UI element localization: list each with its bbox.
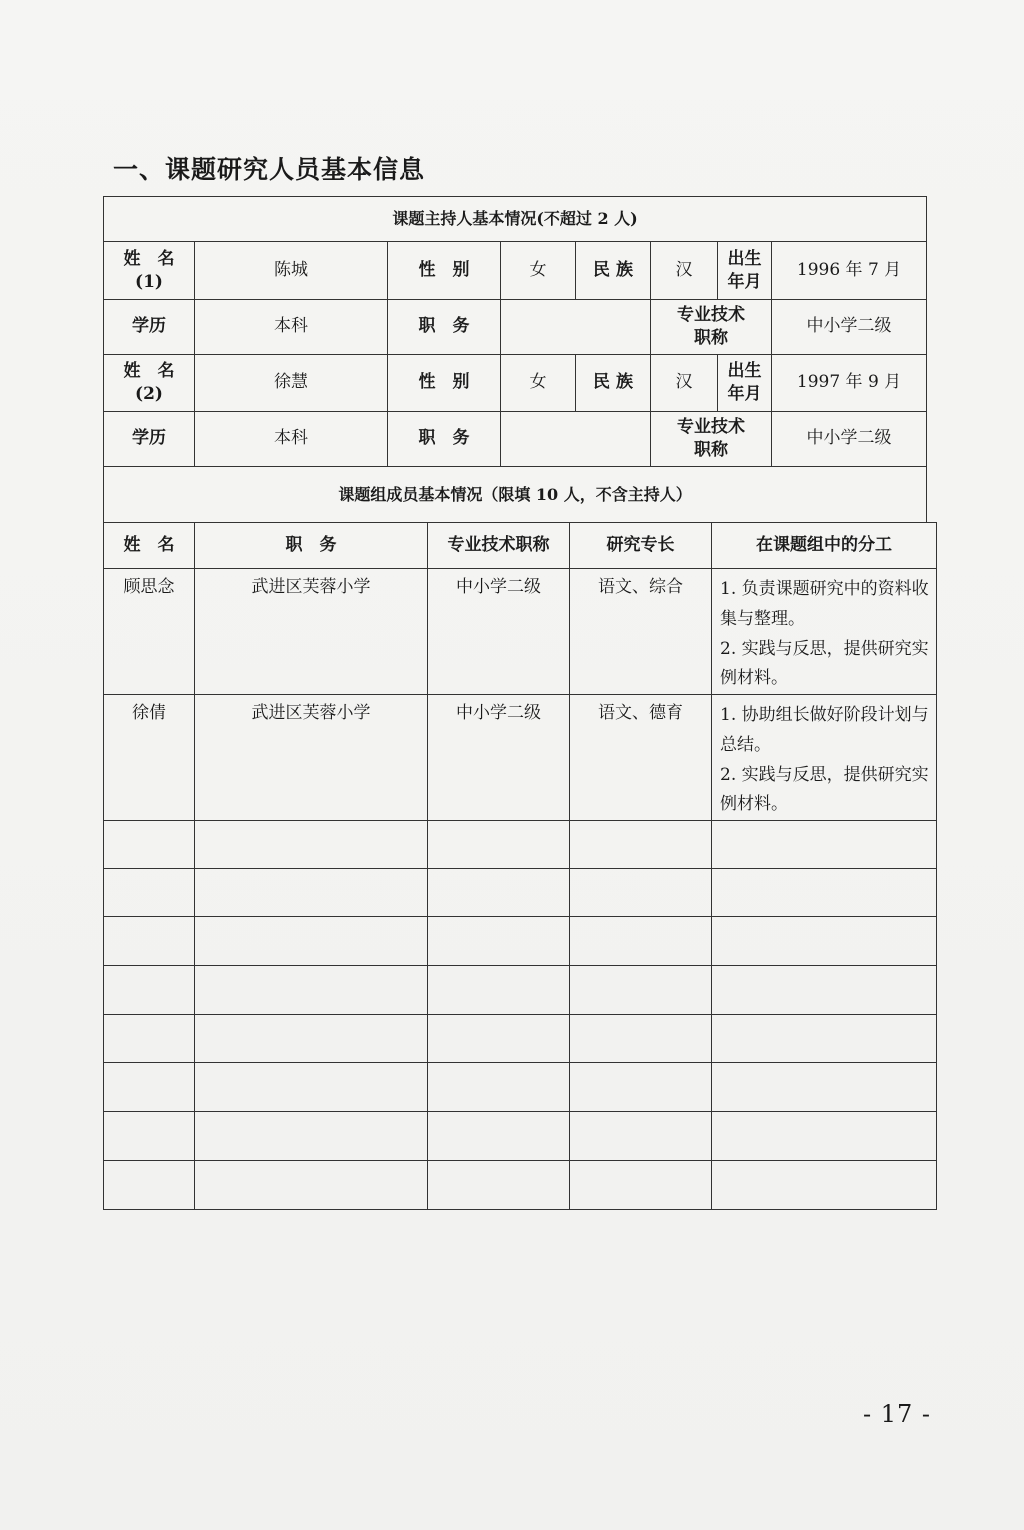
host-1-birth: 1996 年 7 月	[772, 242, 927, 300]
col-header-title: 专业技术职称	[428, 523, 570, 569]
col-header-specialty: 研究专长	[570, 523, 712, 569]
host-section-title: 课题主持人基本情况(不超过 2 人)	[104, 197, 927, 242]
table-row	[104, 695, 937, 821]
empty-cell[interactable]	[570, 1161, 712, 1210]
empty-cell[interactable]	[195, 917, 428, 966]
empty-row	[104, 1015, 937, 1063]
member-2-duty-2: 2. 实践与反思，提供研究实例材料。	[720, 764, 929, 815]
education-label-2: 学历	[104, 412, 195, 467]
empty-cell[interactable]	[570, 917, 712, 966]
empty-cell[interactable]	[712, 1112, 937, 1161]
ethnicity-label-1: 民 族	[576, 242, 651, 300]
empty-cell[interactable]	[195, 1161, 428, 1210]
name-label-1-text: 姓 名	[123, 248, 175, 269]
empty-cell[interactable]	[712, 1161, 937, 1210]
name-label-1	[104, 242, 195, 300]
empty-cell[interactable]	[712, 869, 937, 917]
empty-cell[interactable]	[104, 869, 195, 917]
name-label-2-index: (2)	[135, 384, 163, 404]
col-header-position: 职 务	[195, 523, 428, 569]
member-2-position: 武进区芙蓉小学	[195, 695, 428, 821]
section-heading: 一、课题研究人员基本信息	[113, 155, 426, 184]
col-header-duty: 在课题组中的分工	[712, 523, 937, 569]
empty-cell[interactable]	[195, 1015, 428, 1063]
member-1-duty-2: 2. 实践与反思，提供研究实例材料。	[720, 638, 929, 689]
empty-cell[interactable]	[428, 1063, 570, 1112]
title-label-2-line2: 职称	[694, 440, 728, 460]
position-label-1: 职 务	[388, 300, 501, 355]
host-2-ethnicity: 汉	[651, 355, 718, 412]
empty-row	[104, 1112, 937, 1161]
host-row-1-detail	[104, 300, 927, 355]
empty-row	[104, 1161, 937, 1210]
empty-cell[interactable]	[570, 1112, 712, 1161]
host-2-education: 本科	[195, 412, 388, 467]
birth-label-2-line1: 出生	[727, 361, 762, 382]
empty-cell[interactable]	[712, 821, 937, 869]
empty-cell[interactable]	[712, 966, 937, 1015]
empty-cell[interactable]	[195, 821, 428, 869]
gender-label-2: 性 别	[388, 355, 501, 412]
empty-row	[104, 1063, 937, 1112]
birth-label-2-line2: 年月	[727, 384, 762, 404]
empty-cell[interactable]	[104, 821, 195, 869]
empty-cell[interactable]	[195, 869, 428, 917]
empty-cell[interactable]	[104, 966, 195, 1015]
page-number: - 17 -	[863, 1400, 932, 1428]
empty-cell[interactable]	[570, 821, 712, 869]
member-header-row	[104, 523, 937, 569]
empty-cell[interactable]	[570, 1015, 712, 1063]
empty-cell[interactable]	[712, 917, 937, 966]
empty-cell[interactable]	[428, 917, 570, 966]
title-label-1-line1: 专业技术	[677, 305, 745, 326]
title-label-1-line2: 职称	[694, 328, 728, 348]
empty-cell[interactable]	[428, 821, 570, 869]
empty-cell[interactable]	[712, 1015, 937, 1063]
empty-cell[interactable]	[712, 1063, 937, 1112]
host-info-table	[103, 196, 927, 523]
host-2-birth: 1997 年 9 月	[772, 355, 927, 412]
member-2-name: 徐倩	[104, 695, 195, 821]
empty-cell[interactable]	[570, 869, 712, 917]
member-1-specialty: 语文、综合	[570, 569, 712, 695]
host-2-position	[501, 412, 651, 467]
host-2-gender: 女	[501, 355, 576, 412]
empty-row	[104, 869, 937, 917]
empty-row	[104, 821, 937, 869]
host-row-2	[104, 355, 927, 412]
empty-cell[interactable]	[428, 869, 570, 917]
host-1-name: 陈城	[195, 242, 388, 300]
member-1-duty-1: 1. 负责课题研究中的资料收集与整理。	[720, 579, 929, 629]
empty-cell[interactable]	[104, 1161, 195, 1210]
member-1-name: 顾思念	[104, 569, 195, 695]
empty-cell[interactable]	[428, 1015, 570, 1063]
host-1-gender: 女	[501, 242, 576, 300]
title-label-2-line1: 专业技术	[677, 417, 745, 438]
host-1-position	[501, 300, 651, 355]
birth-label-1-line1: 出生	[727, 248, 762, 269]
empty-cell[interactable]	[570, 1063, 712, 1112]
member-section-title: 课题组成员基本情况（限填 10 人，不含主持人）	[104, 467, 927, 523]
empty-row	[104, 917, 937, 966]
member-1-position: 武进区芙蓉小学	[195, 569, 428, 695]
empty-cell[interactable]	[428, 1161, 570, 1210]
name-label-2-text: 姓 名	[123, 361, 175, 382]
table-row	[104, 569, 937, 695]
empty-cell[interactable]	[428, 966, 570, 1015]
name-label-1-index: (1)	[135, 271, 163, 292]
empty-row	[104, 966, 937, 1015]
birth-label-1	[718, 242, 772, 300]
birth-label-2	[718, 355, 772, 412]
ethnicity-label-2: 民 族	[576, 355, 651, 412]
member-2-specialty: 语文、德育	[570, 695, 712, 821]
empty-cell[interactable]	[195, 966, 428, 1015]
education-label-1: 学历	[104, 300, 195, 355]
col-header-name: 姓 名	[104, 523, 195, 569]
birth-label-1-line2: 年月	[727, 271, 762, 292]
name-label-2	[104, 355, 195, 412]
gender-label-1: 性 别	[388, 242, 501, 300]
host-row-1	[104, 242, 927, 300]
position-label-2: 职 务	[388, 412, 501, 467]
empty-cell[interactable]	[428, 1112, 570, 1161]
empty-cell[interactable]	[104, 1015, 195, 1063]
host-1-title: 中小学二级	[772, 300, 927, 355]
member-1-duty	[712, 569, 937, 695]
title-label-1	[651, 300, 772, 355]
title-label-2	[651, 412, 772, 467]
host-1-education: 本科	[195, 300, 388, 355]
member-2-title: 中小学二级	[428, 695, 570, 821]
empty-cell[interactable]	[104, 917, 195, 966]
host-2-name: 徐慧	[195, 355, 388, 412]
host-2-title: 中小学二级	[772, 412, 927, 467]
empty-cell[interactable]	[195, 1112, 428, 1161]
member-1-title: 中小学二级	[428, 569, 570, 695]
host-row-2-detail	[104, 412, 927, 467]
empty-cell[interactable]	[104, 1112, 195, 1161]
member-2-duty-1: 1. 协助组长做好阶段计划与总结。	[720, 705, 929, 755]
member-info-table	[103, 522, 937, 1210]
empty-cell[interactable]	[570, 966, 712, 1015]
member-2-duty	[712, 695, 937, 821]
empty-cell[interactable]	[104, 1063, 195, 1112]
empty-cell[interactable]	[195, 1063, 428, 1112]
host-1-ethnicity: 汉	[651, 242, 718, 300]
